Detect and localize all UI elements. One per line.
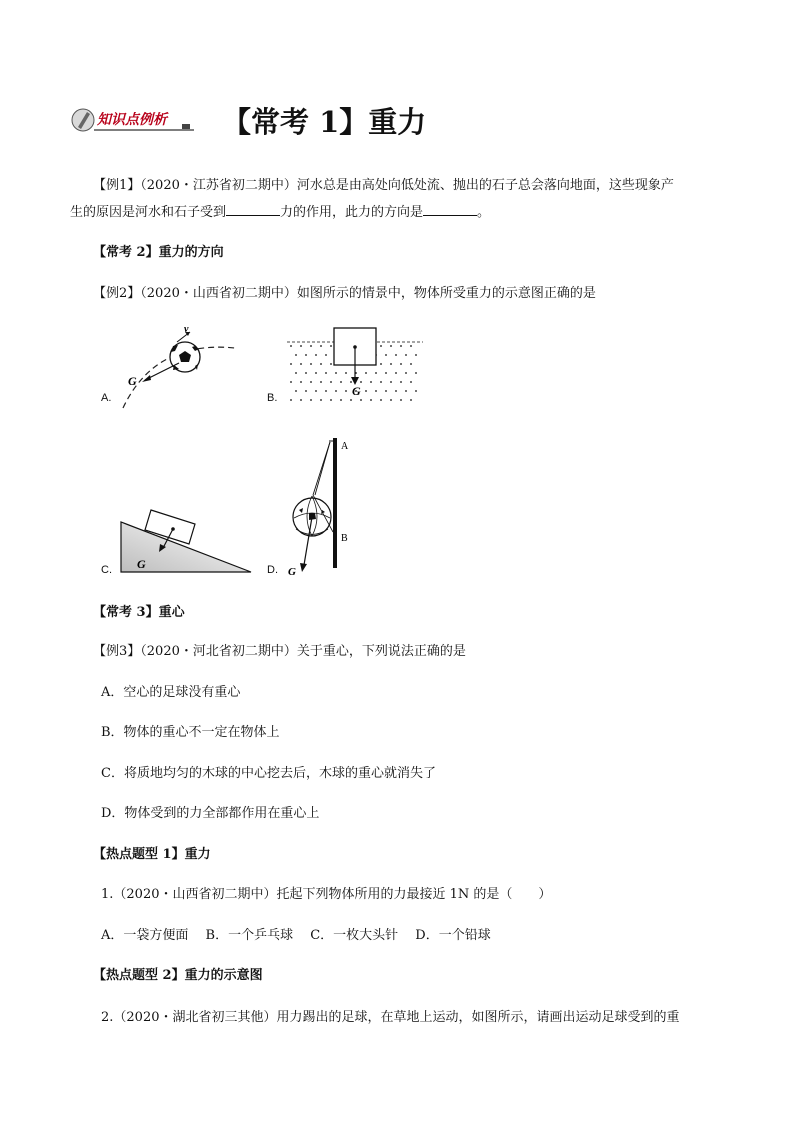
ex1-text-c: 。 xyxy=(477,205,491,220)
fig-b-label: B. xyxy=(267,392,278,404)
velocity-label: v xyxy=(184,324,189,335)
hot1-title: 【热点题型 1】重力 xyxy=(93,847,211,862)
section2-title: 【常考 2】重力的方向 xyxy=(93,245,224,260)
point-b-label: B xyxy=(341,533,348,544)
fig-c-label: C. xyxy=(101,564,112,576)
gravity-label-b: G xyxy=(352,384,361,398)
ex1-text-a: 生的原因是河水和石子受到 xyxy=(70,205,227,220)
ex1-blank-1 xyxy=(226,204,280,216)
fig-d-label: D. xyxy=(267,564,278,576)
figure-b-water xyxy=(285,322,425,406)
ex3-option-c: C．将质地均匀的木球的中心挖去后，木球的重心就消失了 xyxy=(101,766,436,781)
hot2-question: 2.（2020・湖北省初三其他）用力踢出的足球，在草地上运动，如图所示，请画出运动足球受到的重 xyxy=(101,1010,680,1025)
ex1-blank-2 xyxy=(423,204,477,216)
ex1-text-b: 力的作用，此力的方向是 xyxy=(280,205,424,220)
section-badge xyxy=(70,108,194,132)
gravity-label-d: G xyxy=(288,566,296,578)
netted-ball-icon xyxy=(293,495,333,536)
point-a-label: A xyxy=(341,441,349,452)
figure-c-incline xyxy=(115,502,255,578)
ex3-option-d: D．物体受到的力全部都作用在重心上 xyxy=(101,806,320,821)
section3-title: 【常考 3】重心 xyxy=(93,605,185,620)
gravity-label-c: G xyxy=(137,557,146,571)
ex3-option-a: A．空心的足球没有重心 xyxy=(101,685,241,700)
figure-a-ball xyxy=(115,320,245,410)
gravity-label-a: G xyxy=(128,374,137,388)
fig-a-label: A. xyxy=(101,392,112,404)
ex2-question: 【例2】（2020・山西省初二期中）如图所示的情景中，物体所受重力的示意图正确的是 xyxy=(93,286,596,301)
page-title: 【常考 1】重力 xyxy=(222,105,427,139)
hot1-question: 1.（2020・山西省初二期中）托起下列物体所用的力最接近 1N 的是（ ） xyxy=(101,887,552,902)
ex1-line2 xyxy=(70,204,490,222)
soccer-ball-icon xyxy=(170,342,200,372)
hot2-title: 【热点题型 2】重力的示意图 xyxy=(93,968,263,983)
hot1-options: A．一袋方便面 B．一个乒乓球 C．一枚大头针 D．一个铅球 xyxy=(101,928,491,943)
ex3-question: 【例3】（2020・河北省初二期中）关于重心，下列说法正确的是 xyxy=(93,644,466,659)
figure-d-hanging-ball xyxy=(285,432,365,578)
ex1-line1: 【例1】（2020・江苏省初二期中）河水总是由高处向低处流、抛出的石子总会落向地面，这些现象产 xyxy=(93,178,674,193)
ex3-option-b: B．物体的重心不一定在物体上 xyxy=(101,725,280,740)
badge-label: 知识点例析 xyxy=(97,112,167,128)
